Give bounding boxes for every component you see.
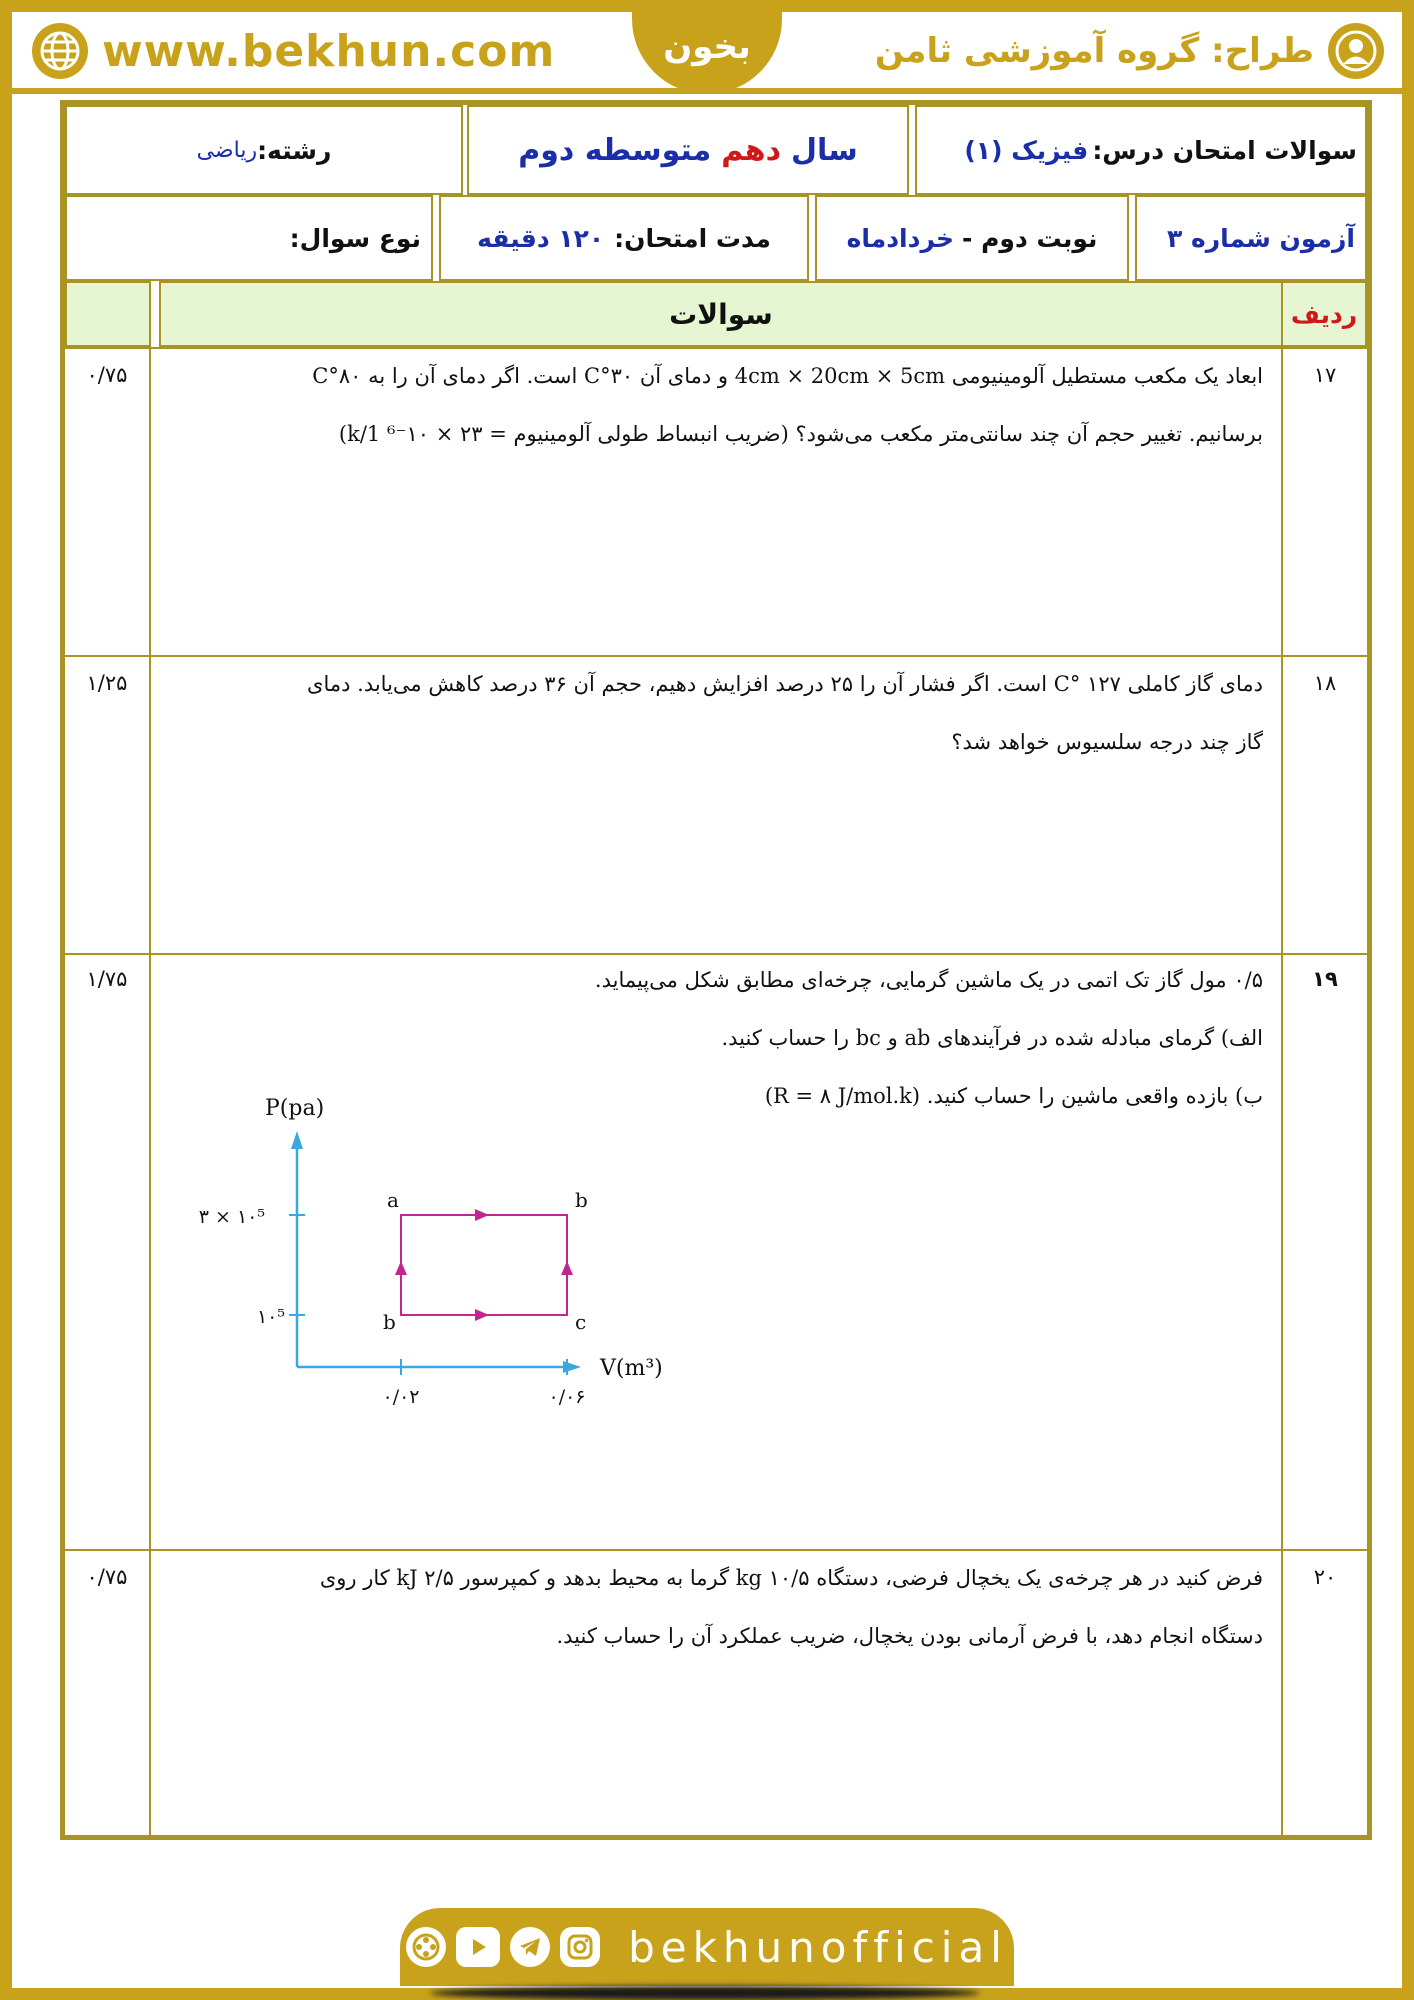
year-suffix: متوسطه دوم xyxy=(518,132,712,168)
question-type-cell xyxy=(65,195,433,281)
q18-line1: دمای گاز کاملی ۱۲۷ °C است. اگر فشار آن را ۲۵ درصد افزایش دهیم، حجم آن ۳۶ درصد کاهش می‌یابد. دمای xyxy=(307,672,1263,696)
y-tick-label-high: ۳ × ۱۰⁵ xyxy=(198,1206,265,1228)
q17-number: ۱۷ xyxy=(1313,363,1337,387)
user-icon xyxy=(1328,23,1384,79)
point-a-label: a xyxy=(387,1188,399,1212)
test-number: آزمون شماره ۳ xyxy=(1166,223,1355,253)
header-divider xyxy=(12,88,1402,94)
social-handle[interactable]: bekhunofficial xyxy=(628,1922,1008,1972)
field-cell xyxy=(65,105,463,195)
course-label: سوالات امتحان درس: xyxy=(1092,135,1357,165)
point-b-top-label: b xyxy=(575,1188,588,1212)
duration-cell xyxy=(439,195,809,281)
year-prefix: سال xyxy=(790,132,858,168)
q18-score-cell xyxy=(65,671,149,695)
test-number-cell xyxy=(1135,195,1367,281)
arrow-left xyxy=(395,1261,407,1275)
author-label: طراح: گروه آموزشی ثامن xyxy=(874,31,1314,71)
questions-header: سوالات xyxy=(669,297,773,331)
y-axis-label: P(pa) xyxy=(265,1096,325,1121)
session-value: خردادماه xyxy=(846,223,955,253)
telegram-icon[interactable] xyxy=(510,1927,550,1967)
field-value: ریاضی xyxy=(196,137,258,163)
globe-icon xyxy=(32,23,88,79)
footer-shadow xyxy=(430,1986,980,2000)
row-header: ردیف xyxy=(1290,299,1358,329)
q20-score-cell xyxy=(65,1565,149,1589)
q17-line2: برسانیم. تغییر حجم آن چند سانتی‌متر مکعب می‌شود؟ (ضریب انبساط طولی آلومینیوم = ۲۳ × ۱۰⁻⁶ 1/k) xyxy=(338,422,1263,446)
q19-score: ۱/۷۵ xyxy=(86,967,128,991)
q20-number: ۲۰ xyxy=(1313,1565,1337,1589)
q20-line1: فرض کنید در هر چرخه‌ی یک یخچال فرضی، دستگاه kg ۱۰/۵ گرما به محیط بدهد و کمپرسور kJ ۲/۵ کار روی xyxy=(319,1566,1263,1590)
q18-score: ۱/۲۵ xyxy=(86,671,128,695)
q20-score: ۰/۷۵ xyxy=(86,1565,128,1589)
field-label: رشته: xyxy=(257,135,332,165)
q18-line2: گاز چند درجه سلسیوس خواهد شد؟ xyxy=(951,730,1263,754)
q18-number-cell xyxy=(1283,671,1367,695)
site-header-left xyxy=(32,22,555,80)
divider-row-col xyxy=(1281,347,1283,1835)
q20-body xyxy=(173,1549,1263,1665)
logo-text: بخون xyxy=(663,27,751,67)
q18-body xyxy=(173,655,1263,771)
x-tick-label-2: ۰/۰۶ xyxy=(548,1386,586,1405)
year-highlight: دهم xyxy=(721,132,781,168)
session-cell xyxy=(815,195,1129,281)
q19-score-cell xyxy=(65,967,149,991)
q19-line3: ب) بازده واقعی ماشین را حساب کنید. (R = ۸ J/mol.k) xyxy=(764,1084,1263,1108)
divider-score-col xyxy=(149,347,151,1835)
social-footer xyxy=(400,1908,1014,1986)
logo xyxy=(632,0,782,94)
x-tick-label-1: ۰/۰۲ xyxy=(382,1386,420,1405)
q19-line1: ۰/۵ مول گاز تک اتمی در یک ماشین گرمایی، چرخه‌ای مطابق شکل می‌پیماید. xyxy=(594,968,1263,992)
x-axis-label: V(m³) xyxy=(600,1356,663,1381)
q19-number: ۱۹ xyxy=(1312,967,1338,991)
arrow-bottom xyxy=(475,1309,489,1321)
duration-label: مدت امتحان: xyxy=(614,223,771,253)
q20-line2: دستگاه انجام دهد، با فرض آرمانی بودن یخچال، ضریب عملکرد آن را حساب کنید. xyxy=(556,1624,1263,1648)
q17-score-cell xyxy=(65,363,149,387)
q18-number: ۱۸ xyxy=(1313,671,1337,695)
youtube-icon[interactable] xyxy=(456,1927,500,1967)
cycle-rectangle xyxy=(401,1215,567,1315)
question-type-label: نوع سوال: xyxy=(289,223,421,253)
arrow-right xyxy=(561,1261,573,1275)
q17-line1: ابعاد یک مکعب مستطیل آلومینیومی 4cm × 20cm × 5cm و دمای آن ۳۰°C است. اگر دمای آن را به ۸۰°C xyxy=(312,364,1263,388)
session-label: نوبت دوم - xyxy=(962,223,1098,253)
course-cell xyxy=(915,105,1367,195)
q17-score: ۰/۷۵ xyxy=(86,363,128,387)
aparat-icon[interactable] xyxy=(406,1927,446,1967)
pv-diagram xyxy=(165,1085,685,1405)
q17-body xyxy=(173,347,1263,463)
q20-number-cell xyxy=(1283,1565,1367,1589)
year-cell xyxy=(467,105,909,195)
instagram-icon[interactable] xyxy=(560,1927,600,1967)
q17-number-cell xyxy=(1283,363,1367,387)
point-c-label: c xyxy=(575,1310,587,1334)
score-header-cell xyxy=(65,281,151,347)
q19-line2: الف) گرمای مبادله شده در فرآیندهای ab و bc را حساب کنید. xyxy=(721,1026,1263,1050)
site-header-right xyxy=(875,22,1384,80)
duration-value: ۱۲۰ دقیقه xyxy=(477,223,605,253)
site-url[interactable]: www.bekhun.com xyxy=(102,25,556,77)
y-axis-arrow xyxy=(291,1131,303,1149)
x-axis-arrow xyxy=(563,1361,581,1373)
row-header-cell xyxy=(1281,281,1367,347)
questions-header-cell xyxy=(159,281,1283,347)
q19-number-cell xyxy=(1283,967,1367,991)
arrow-top xyxy=(475,1209,489,1221)
point-b-bottom-label: b xyxy=(383,1310,396,1334)
y-tick-label-low: ۱۰⁵ xyxy=(256,1306,285,1328)
exam-frame xyxy=(60,100,1372,1840)
course-value: فیزیک (۱) xyxy=(964,135,1089,165)
